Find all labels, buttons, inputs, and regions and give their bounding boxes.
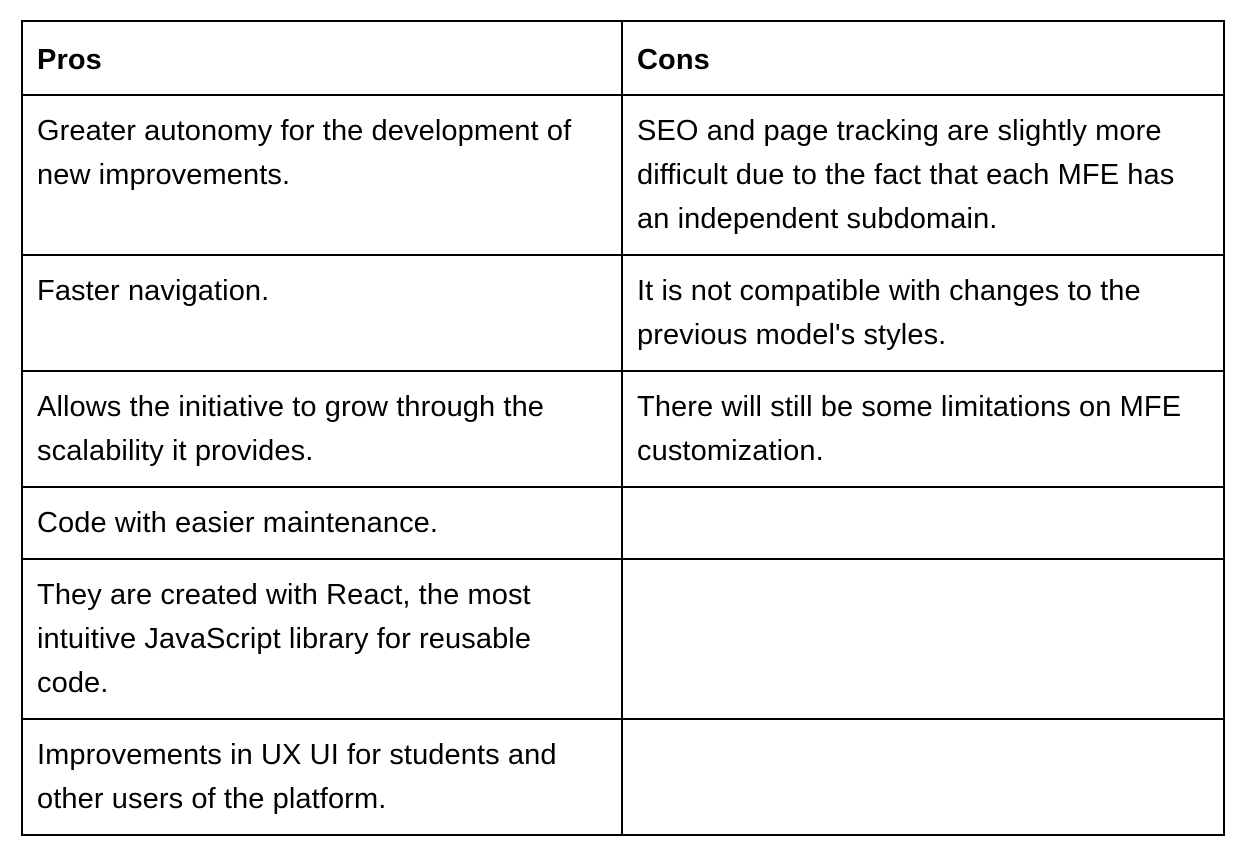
con-cell: There will still be some limitations on MFE customization. (622, 371, 1224, 487)
table-row (22, 719, 1224, 835)
pro-cell: Greater autonomy for the development of new improvements. (22, 95, 622, 255)
table-row (22, 95, 1224, 255)
pro-cell: Improvements in UX UI for students and other users of the platform. (22, 719, 622, 835)
table-row (22, 255, 1224, 371)
table-row (22, 487, 1224, 559)
pro-cell: Allows the initiative to grow through the scalability it provides. (22, 371, 622, 487)
con-cell: SEO and page tracking are slightly more difficult due to the fact that each MFE has an independent subdomain. (622, 95, 1224, 255)
pro-cell: Code with easier maintenance. (22, 487, 622, 559)
con-cell (622, 719, 1224, 835)
con-cell (622, 487, 1224, 559)
table-row (22, 559, 1224, 719)
pros-column-header: Pros (22, 21, 622, 95)
table-row (22, 371, 1224, 487)
con-cell: It is not compatible with changes to the previous model's styles. (622, 255, 1224, 371)
con-cell (622, 559, 1224, 719)
pro-cell: They are created with React, the most intuitive JavaScript library for reusable code. (22, 559, 622, 719)
pros-cons-table (21, 20, 1225, 836)
cons-column-header: Cons (622, 21, 1224, 95)
pro-cell: Faster navigation. (22, 255, 622, 371)
table-header-row (22, 21, 1224, 95)
